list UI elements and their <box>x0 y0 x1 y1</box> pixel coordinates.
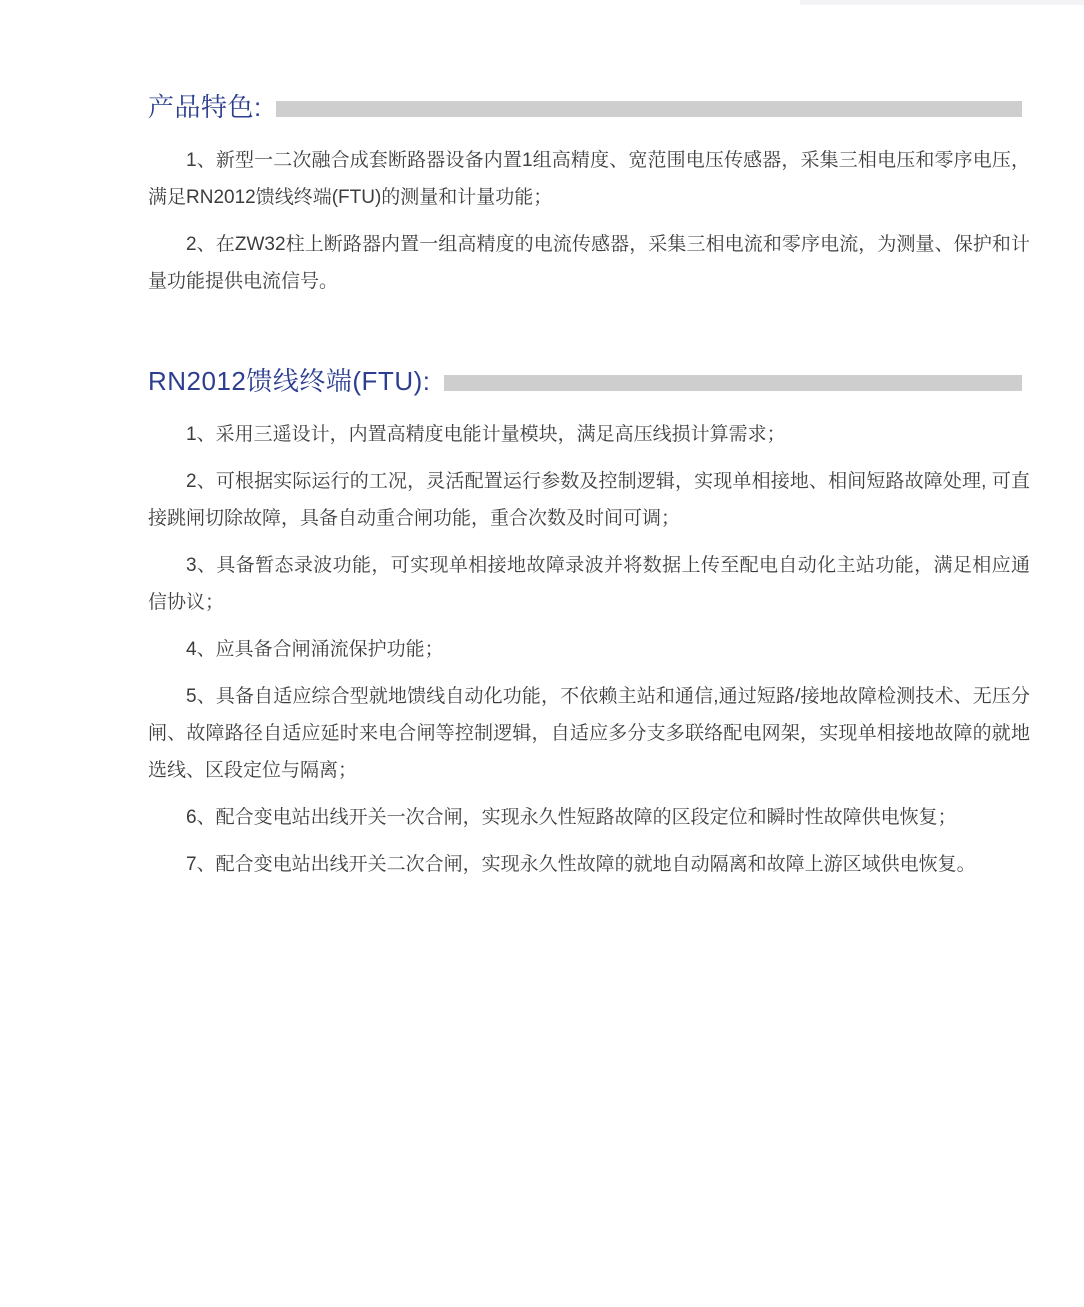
paragraph: 5、具备自适应综合型就地馈线自动化功能，不依赖主站和通信,通过短路/接地故障检测技术、无压分闸、故障路径自适应延时来电合闸等控制逻辑，自适应多分支多联络配电网架，实现单相接地故障的就地选线、区段定位与隔离； <box>148 686 1030 781</box>
heading-decoration-bar <box>444 375 1022 391</box>
section-heading: 产品特色: <box>148 92 262 122</box>
paragraph: 2、在ZW32柱上断路器内置一组高精度的电流传感器，采集三相电流和零序电流，为测量、保护和计量功能提供电流信号。 <box>148 234 1030 292</box>
paragraph: 4、应具备合闸涌流保护功能； <box>186 639 444 660</box>
paragraph: 1、采用三遥设计，内置高精度电能计量模块，满足高压线损计算需求； <box>186 424 786 445</box>
paragraph: 6、配合变电站出线开关一次合闸，实现永久性短路故障的区段定位和瞬时性故障供电恢复； <box>186 807 957 828</box>
section-product-features <box>148 90 1030 300</box>
section-rn2012-ftu <box>148 364 1030 883</box>
paragraph: 1、新型一二次融合成套断路器设备内置1组高精度、宽范围电压传感器，采集三相电压和零序电压，满足RN2012馈线终端(FTU)的测量和计量功能； <box>148 150 1030 208</box>
section-heading: RN2012馈线终端(FTU): <box>148 366 431 396</box>
page-content <box>148 90 1030 893</box>
section-heading-row <box>148 90 1030 124</box>
top-right-decoration-strip <box>800 0 1084 5</box>
paragraph: 3、具备暂态录波功能，可实现单相接地故障录波并将数据上传至配电自动化主站功能，满足相应通信协议； <box>148 555 1030 613</box>
paragraph: 7、配合变电站出线开关二次合闸，实现永久性故障的就地自动隔离和故障上游区域供电恢复。 <box>186 854 976 875</box>
paragraph: 2、可根据实际运行的工况，灵活配置运行参数及控制逻辑，实现单相接地、相间短路故障处理, 可直接跳闸切除故障，具备自动重合闸功能，重合次数及时间可调； <box>148 471 1030 529</box>
heading-decoration-bar <box>276 101 1022 117</box>
section-heading-row <box>148 364 1030 398</box>
